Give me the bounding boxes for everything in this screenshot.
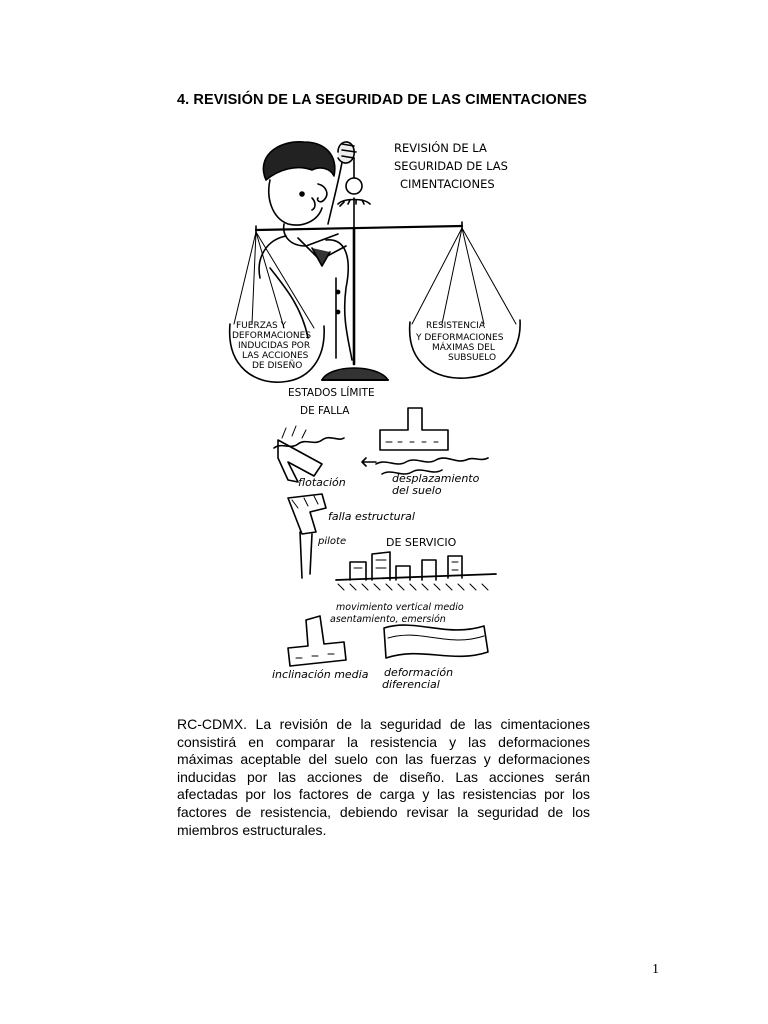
illustration-heading-line-1: REVISIÓN DE LA: [394, 141, 487, 155]
servicio-heading: DE SERVICIO: [386, 536, 457, 549]
failure-heading-line-1: ESTADOS LÍMITE: [288, 387, 375, 399]
right-pan-line-3: MÁXIMAS DEL: [432, 343, 495, 353]
deformacion-label-line-1: deformación: [384, 666, 454, 679]
desplazamiento-label-line-1: desplazamiento: [392, 472, 480, 485]
desplazamiento-label-line-2: del suelo: [392, 484, 442, 497]
falla-estructural-label: falla estructural: [328, 510, 415, 523]
flotacion-label: flotación: [298, 476, 346, 489]
left-pan-line-1: FUERZAS Y: [236, 321, 287, 331]
right-pan-line-4: SUBSUELO: [448, 353, 497, 363]
desplazamiento-sketch: [362, 408, 488, 474]
movimiento-label-line-1: movimiento vertical medio: [336, 602, 464, 613]
illustration-heading-line-2: SEGURIDAD DE LAS: [394, 159, 508, 173]
deformacion-label-line-2: diferencial: [382, 678, 440, 691]
deformacion-sketch: [384, 625, 488, 658]
left-pan-line-3: INDUCIDAS POR: [238, 341, 311, 351]
left-pan-line-4: LAS ACCIONES: [242, 351, 309, 361]
right-pan-line-1: RESISTENCIA: [426, 321, 486, 331]
left-pan-line-2: DEFORMACIONES: [232, 331, 312, 341]
flotacion-sketch: [274, 426, 344, 482]
inclinacion-label: inclinación media: [272, 668, 369, 681]
pilote-label: pilote: [318, 536, 347, 547]
page-number: 1: [652, 962, 659, 977]
foundation-safety-illustration: [226, 128, 542, 700]
failure-heading-line-2: DE FALLA: [300, 405, 350, 417]
illustration-heading-line-3: CIMENTACIONES: [400, 177, 495, 191]
right-pan-line-2: Y DEFORMACIONES: [416, 333, 504, 343]
movimiento-label-line-2: asentamiento, emersión: [330, 614, 446, 625]
body-paragraph: RC-CDMX. La revisión de la seguridad de las cimentaciones consistirá en comparar la resistencia y las deformaciones máximas aceptable del suelo con las fuerzas y deformaciones inducidas por las acciones de diseño. Las acciones serán afectadas por los factores de carga y las resistencias por los factores de resistencia, debiendo revisar la seguridad de los miembros estructurales.: [177, 716, 590, 838]
section-title: 4. REVISIÓN DE LA SEGURIDAD DE LAS CIMENTACIONES: [177, 92, 588, 108]
left-pan-line-5: DE DISEÑO: [252, 361, 303, 371]
servicio-buildings-sketch: [336, 552, 496, 590]
